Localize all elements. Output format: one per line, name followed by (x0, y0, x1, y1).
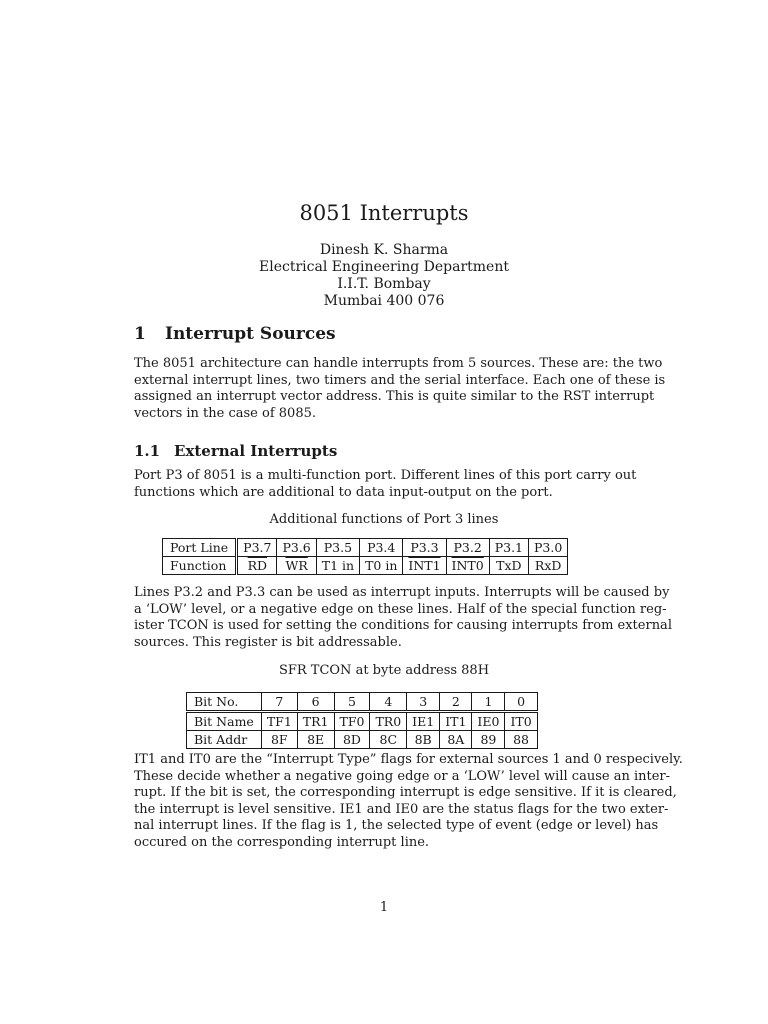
table-cell: 88 (505, 731, 537, 749)
paragraph-line: assigned an interrupt vector address. This is quite similar to the RST interrupt (134, 389, 655, 404)
table-cell: P3.5 (316, 539, 359, 557)
table-cell: P3.1 (489, 539, 528, 557)
page-number: 1 (379, 900, 389, 915)
paragraph-line: The 8051 architecture can handle interrupts from 5 sources. These are: the two (134, 356, 663, 371)
table-1-caption: Additional functions of Port 3 lines (269, 512, 499, 527)
overlined-signal: $\overline{WR}$ (285, 558, 308, 573)
table-cell: 2 (440, 693, 472, 712)
table-cell: TxD (489, 557, 528, 575)
table-2-caption: SFR TCON at byte address 88H (278, 663, 490, 678)
section-1-1-title: External Interrupts (174, 442, 338, 460)
row-header: Bit Name (187, 712, 262, 731)
table-cell: T1 in (316, 557, 359, 575)
table-row (163, 557, 568, 575)
author-institute: I.I.T. Bombay (337, 276, 431, 292)
table-cell: TF1 (261, 712, 297, 731)
table-cell: P3.0 (529, 539, 568, 557)
table-row (163, 539, 568, 557)
table-cell: 5 (334, 693, 370, 712)
table-cell: IE1 (407, 712, 440, 731)
table-cell: 8C (370, 731, 407, 749)
row-header: Port Line (163, 539, 237, 557)
paragraph-line: Lines P3.2 and P3.3 can be used as interrupt inputs. Interrupts will be caused by (134, 585, 670, 600)
paragraph-line: occured on the corresponding interrupt line. (134, 834, 430, 850)
paragraph-line: ister TCON is used for setting the conditions for causing interrupts from external (134, 618, 672, 633)
tcon-register-table (186, 692, 538, 749)
author-department: Electrical Engineering Department (259, 259, 509, 275)
table-cell: 8E (297, 731, 334, 749)
row-header: Function (163, 557, 237, 575)
table-cell (403, 557, 446, 575)
paragraph-line: a ‘LOW’ level, or a negative edge on these lines. Half of the special function reg- (134, 601, 667, 617)
section-1-1-heading (134, 441, 337, 461)
table-cell: P3.4 (360, 539, 403, 557)
table-cell: IE0 (472, 712, 505, 731)
table-cell: P3.7 (237, 539, 277, 557)
paragraph-line: Port P3 of 8051 is a multi-function port. Different lines of this port carry out (134, 468, 637, 483)
table-cell: 7 (261, 693, 297, 712)
paragraph-line: IT1 and IT0 are the “Interrupt Type” flags for external sources 1 and 0 respecively. (134, 752, 683, 767)
table-cell: P3.3 (403, 539, 446, 557)
table-cell: T0 in (360, 557, 403, 575)
section-1-1-paragraph-2 (134, 585, 672, 651)
table-cell: 8A (440, 731, 472, 749)
table-cell: TF0 (334, 712, 370, 731)
table-cell (237, 557, 277, 575)
paragraph-line: vectors in the case of 8085. (134, 405, 316, 421)
author-name: Dinesh K. Sharma (319, 242, 449, 258)
table-cell: IT0 (505, 712, 537, 731)
paragraph-line: the interrupt is level sensitive. IE1 and IE0 are the status flags for the two exter- (134, 801, 669, 817)
table-row (187, 712, 538, 731)
table-row (187, 693, 538, 712)
author-block (0, 242, 768, 310)
section-1-number: 1 (134, 324, 146, 344)
table-cell: IT1 (440, 712, 472, 731)
row-header: Bit Addr (187, 731, 262, 749)
section-1-heading (134, 323, 336, 345)
table-cell: 6 (297, 693, 334, 712)
table-cell: P3.2 (446, 539, 489, 557)
port3-functions-table (162, 538, 568, 575)
table-cell: 4 (370, 693, 407, 712)
table-cell: 89 (472, 731, 505, 749)
table-cell: 3 (407, 693, 440, 712)
section-1-1-paragraph-1 (134, 468, 637, 501)
author-address: Mumbai 400 076 (323, 293, 445, 309)
overlined-signal: $\overline{RD}$ (247, 558, 268, 573)
overlined-signal: INT0 (451, 558, 484, 573)
section-1-1-paragraph-3 (134, 752, 683, 851)
table-cell (446, 557, 489, 575)
overlined-signal: INT1 (408, 558, 441, 573)
table-cell: 0 (505, 693, 537, 712)
table-cell: 8B (407, 731, 440, 749)
table-cell: 8F (261, 731, 297, 749)
table-row (187, 731, 538, 749)
section-1-paragraph (134, 356, 666, 422)
table-cell: 1 (472, 693, 505, 712)
paragraph-line: functions which are additional to data input-output on the port. (134, 484, 553, 500)
paragraph-line: nal interrupt lines. If the flag is 1, the selected type of event (edge or level) has (134, 818, 659, 833)
paragraph-line: These decide whether a negative going edge or a ‘LOW’ level will cause an inter- (134, 768, 671, 784)
section-1-title: Interrupt Sources (165, 324, 336, 344)
section-1-1-number: 1.1 (134, 442, 161, 460)
row-header: Bit No. (187, 693, 262, 712)
table-cell: TR0 (370, 712, 407, 731)
paper-title: 8051 Interrupts (299, 201, 469, 225)
paragraph-line: sources. This register is bit addressable. (134, 634, 402, 650)
paragraph-line: external interrupt lines, two timers and the serial interface. Each one of these is (134, 372, 666, 388)
table-cell: RxD (529, 557, 568, 575)
paragraph-line: rupt. If the bit is set, the corresponding interrupt is edge sensitive. If it is cleared, (134, 785, 677, 800)
table-cell (277, 557, 316, 575)
table-cell: TR1 (297, 712, 334, 731)
table-cell: 8D (334, 731, 370, 749)
table-cell: P3.6 (277, 539, 316, 557)
